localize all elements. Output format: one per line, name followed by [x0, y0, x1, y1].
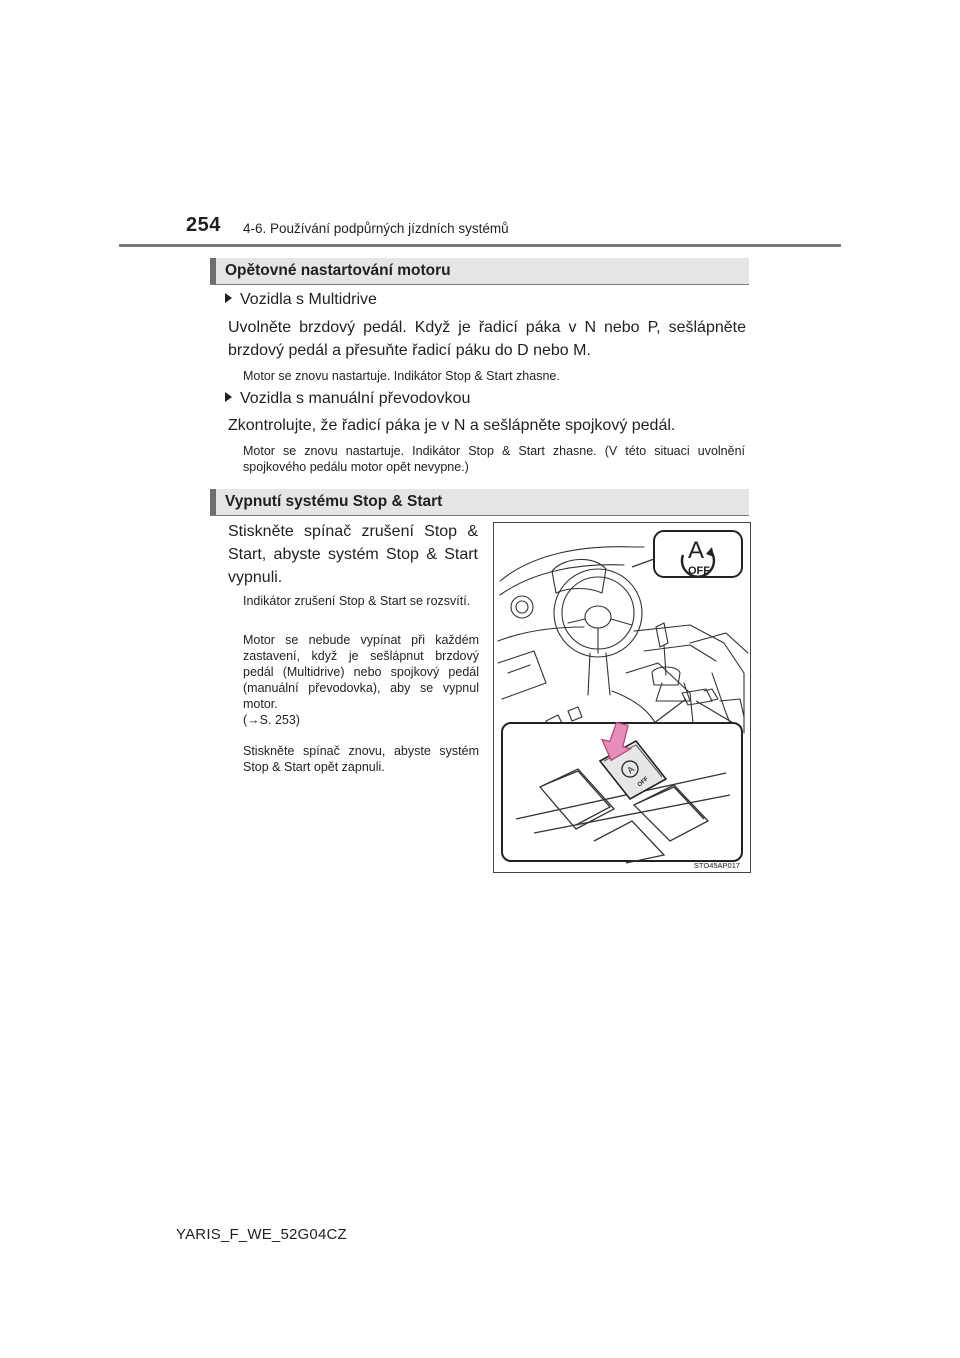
stop-start-switch-figure: [493, 522, 751, 873]
note-indicator: Indikátor zrušení Stop & Start se rozsvítí.: [243, 594, 471, 608]
note-multidrive: Motor se znovu nastartuje. Indikátor Stop & Start zhasne.: [243, 369, 560, 383]
instruction-manual: Zkontrolujte, že řadicí páka je v N a sešlápněte spojkový pedál.: [228, 417, 676, 434]
section-heading-restart: [210, 258, 749, 285]
section-accent: [210, 258, 216, 284]
subheading-manual: [225, 390, 470, 408]
subheading-text: Vozidla s Multidrive: [240, 291, 377, 308]
section-accent: [210, 489, 216, 515]
page-reference-link[interactable]: (→S. 253): [243, 713, 300, 727]
page-number: 254: [186, 214, 221, 236]
document-code: YARIS_F_WE_52G04CZ: [176, 1226, 347, 1243]
section-heading-disable: [210, 489, 749, 516]
triangle-bullet-icon: [225, 392, 232, 402]
subheading-multidrive: [225, 291, 377, 309]
stop-start-a-icon: A: [687, 537, 705, 564]
figure-code: STO45AP017: [693, 861, 741, 870]
callout-off-label: OFF: [688, 565, 710, 577]
note-reenable: Stiskněte spínač znovu, abyste systém Stop & Start opět zapnuli.: [243, 744, 479, 774]
instruction-disable: Stiskněte spínač zrušení Stop & Start, abyste systém Stop & Start vypnuli.: [228, 523, 478, 586]
header-rule: [119, 244, 841, 247]
chapter-title: 4-6. Používání podpůrných jízdních systémů: [243, 221, 509, 236]
note-manual: Motor se znovu nastartuje. Indikátor Stop & Start zhasne. (V této situaci uvolnění spojkového pedálu motor opět nevypne.): [243, 444, 745, 474]
switch-a-icon: A: [625, 764, 637, 776]
section-title: Opětovné nastartování motoru: [225, 262, 451, 279]
note-text: Motor se nebude vypínat při každém zastavení, když je sešlápnut brzdový pedál (Multidrive) nebo spojkový pedál (manuální převodovka), aby se vypnul motor.: [243, 633, 479, 711]
instruction-multidrive: Uvolněte brzdový pedál. Když je řadicí páka v N nebo P, sešlápněte brzdový pedál a přesuňte řadicí páku do D nebo M.: [228, 319, 746, 359]
triangle-bullet-icon: [225, 293, 232, 303]
switch-off-label: OFF: [636, 776, 650, 789]
subheading-text: Vozidla s manuální převodovkou: [240, 390, 471, 407]
dashboard-illustration: [494, 523, 750, 872]
section-title: Vypnutí systému Stop & Start: [225, 493, 443, 510]
note-no-stop: [243, 632, 479, 728]
